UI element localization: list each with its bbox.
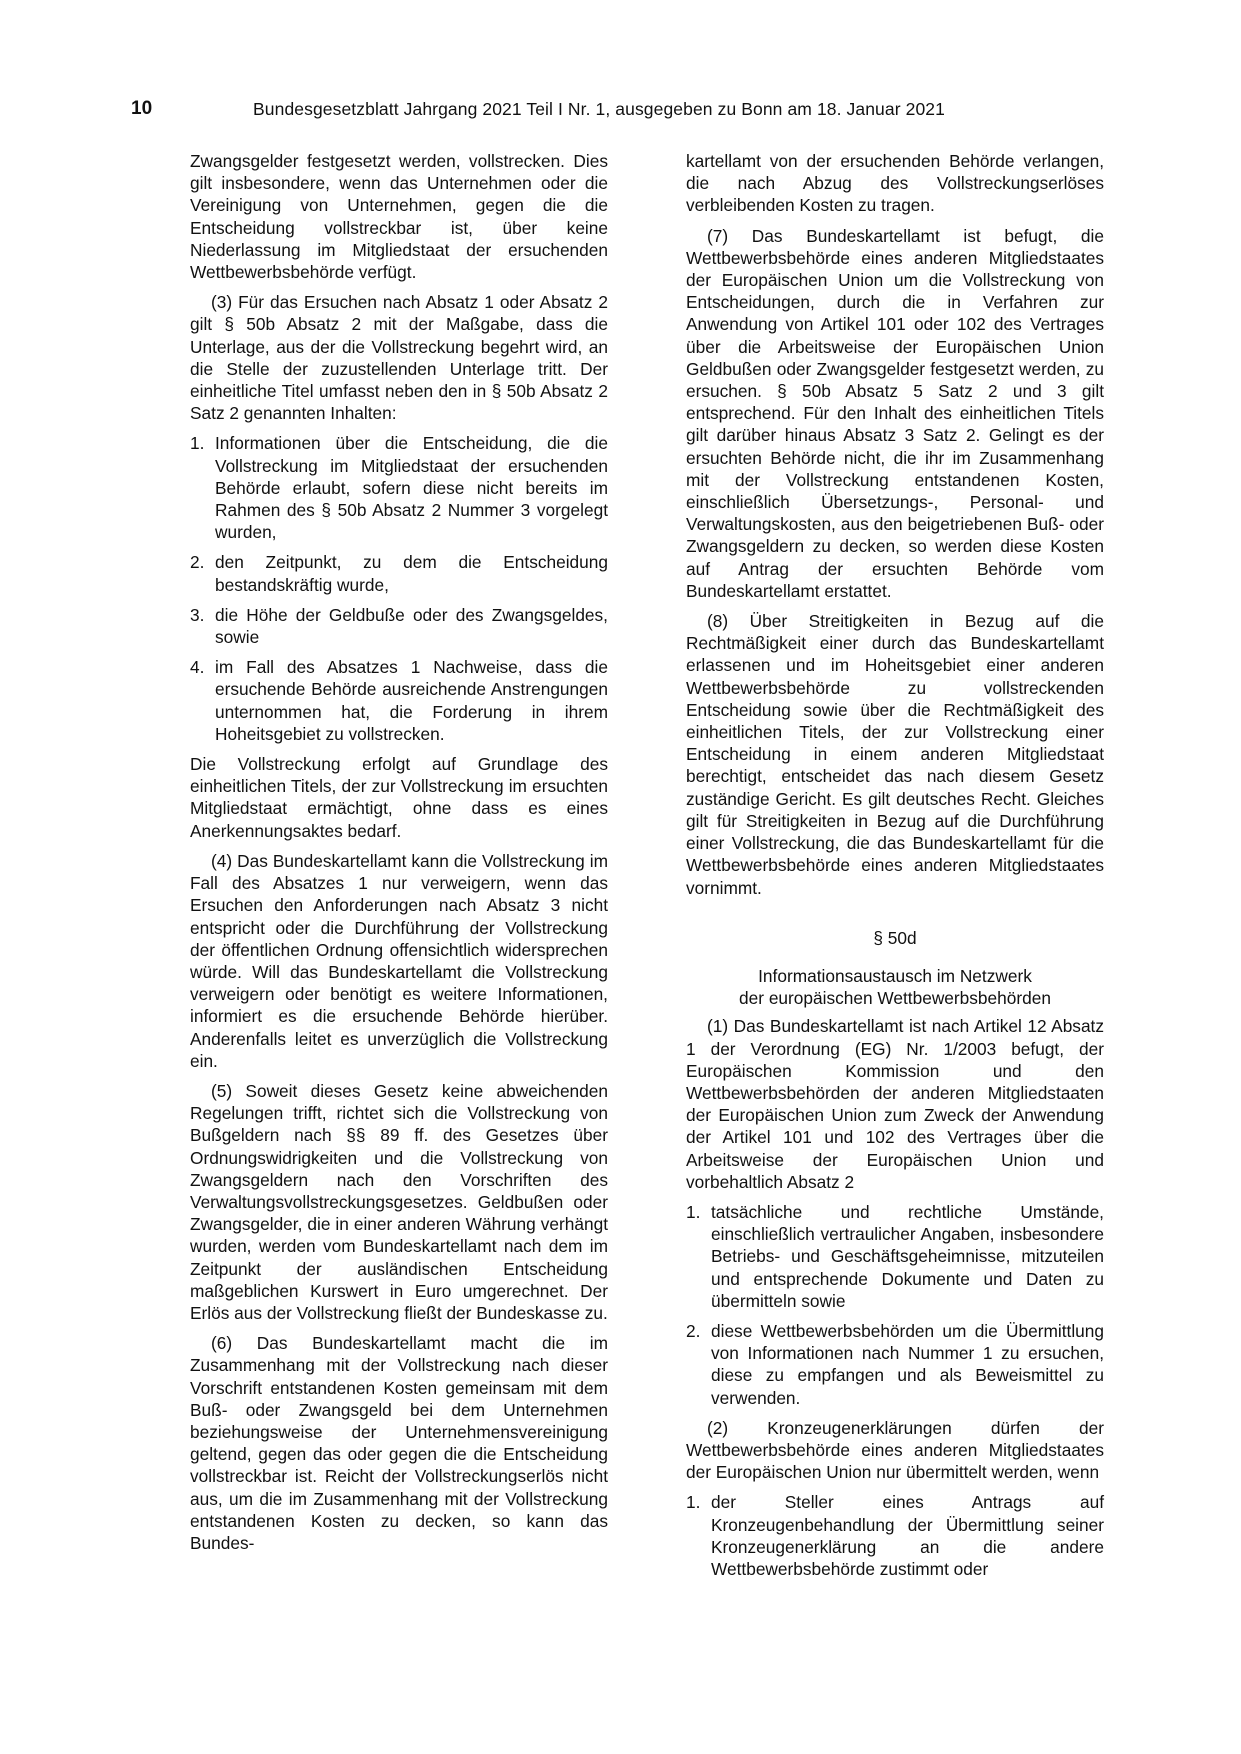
list-item-text: den Zeitpunkt, zu dem die Entscheidung bestandskräftig wurde, [215,552,608,595]
paragraph-4: (4) Das Bundeskartellamt kann die Vollstreckung im Fall des Absatzes 1 nur verweigern, wenn das Ersuchen den Anforderungen nach Absatz 3 nicht entspricht oder die Durchführung der Vollstreckung der öffentlichen Ordnung offensichtlich widersprechen würde. Will das Bundeskartellamt die Vollstreckung verweigern oder benötigt es weitere Informationen, informiert es die ersuchende Behörde hierüber. Anderenfalls leitet es unverzüglich die Vollstreckung ein. [190,850,608,1071]
paragraph-3-after-list: Die Vollstreckung erfolgt auf Grundlage des einheitlichen Titels, der zur Vollstreckung im ersuchten Mitgliedstaat ermächtigt, ohne dass es eines Anerkennungsaktes bedarf. [190,754,608,841]
paragraph-6: (6) Das Bundeskartellamt macht die im Zusammenhang mit der Vollstreckung nach dieser Vorschrift entstandenen Kosten gemeinsam mit dem Buß- oder Zwangsgeld bei dem Unternehmen beziehungsweise der Unternehmensvereinigung geltend, gegen das oder gegen die die Entscheidung vollstreckbar ist. Reicht der Vollstreckungserlös nicht aus, um die im Zusammenhang mit der Vollstreckung entstandenen Kosten zu decken, so kann das Bundes- [190,1333,608,1553]
paragraph-3-list [190,432,608,745]
section-paragraph-1-list [686,1201,1104,1409]
list-item-number: 4. [190,657,205,678]
section-title-line: der europäischen Wettbewerbsbehörden [739,988,1051,1009]
list-item-text: Informationen über die Entscheidung, die die Vollstreckung im Mitgliedstaat der ersuchenden Behörde erlaubt, sofern diese nicht bereits im Rahmen des § 50b Absatz 2 Nummer 3 vorgelegt wurden, [215,433,608,543]
paragraph-3: (3) Für das Ersuchen nach Absatz 1 oder Absatz 2 gilt § 50b Absatz 2 mit der Maßgabe, dass die Unterlage, aus der die Vollstreckung begehrt wird, an die Stelle der zuzustellenden Unterlage tritt. Der einheitliche Titel umfasst neben den in § 50b Absatz 2 Satz 2 genannten Inhalten: [190,292,608,424]
list-item-number: 1. [190,433,205,454]
list-item-number: 1. [686,1201,701,1222]
list-item-text: die Höhe der Geldbuße oder des Zwangsgeldes, sowie [215,604,608,648]
list-item [686,1491,1104,1580]
paragraph-5: (5) Soweit dieses Gesetz keine abweichenden Regelungen trifft, richtet sich die Vollstreckung von Bußgeldern nach §§ 89 ff. des Gesetzes über Ordnungswidrigkeiten und die Vollstreckung von Zwangsgeldern nach den Vorschriften des Verwaltungsvollstreckungsgesetzes. Geldbußen oder Zwangsgelder, die in einer anderen Währung verhängt wurden, werden vom Bundeskartellamt nach dem im Zeitpunkt der ausländischen Entscheidung maßgeblichen Kurswert in Euro umgerechnet. Der Erlös aus der Vollstreckung fließt der Bundeskasse zu. [190,1080,608,1323]
list-item-number: 3. [190,604,205,625]
page-header [0,98,1241,128]
list-item-number: 2. [686,1320,701,1341]
page-number: 10 [131,98,153,119]
paragraph-continued: kartellamt von der ersuchenden Behörde verlangen, die nach Abzug des Vollstreckungserlöses verbleibenden Kosten zu tragen. [686,151,1104,216]
list-item-number: 1. [686,1492,701,1513]
section-number: § 50d [873,927,917,948]
list-item [686,1320,1104,1409]
right-column [686,150,1104,1588]
section-title [686,965,1104,1009]
list-item [190,551,608,595]
paragraph-continued: Zwangsgelder festgesetzt werden, vollstrecken. Dies gilt insbesondere, wenn das Unternehmen oder die Vereinigung von Unternehmen, gegen die die Entscheidung vollstreckbar ist, über keine Niederlassung im Mitgliedstaat der ersuchenden Wettbewerbsbehörde verfügt. [190,151,608,283]
list-item-number: 2. [190,552,205,573]
list-item-text: tatsächliche und rechtliche Umstände, einschließlich vertraulicher Angaben, insbesondere Betriebs- und Geschäftsgeheimnisse, mitzuteilen und entsprechende Dokumente und Daten zu übermitteln sowie [711,1201,1104,1311]
left-column [190,150,608,1562]
paragraph-7: (7) Das Bundeskartellamt ist befugt, die Wettbewerbsbehörde eines anderen Mitgliedstaates der Europäischen Union um die Vollstreckung von Entscheidungen, durch die in Verfahren zur Anwendung von Artikel 101 oder 102 des Vertrages über die Arbeitsweise der Europäischen Union Geldbußen oder Zwangsgelder festgesetzt werden, zu ersuchen. § 50b Absatz 5 Satz 2 und 3 gilt entsprechend. Für den Inhalt des einheitlichen Titels gilt darüber hinaus Absatz 3 Satz 2. Gelingt es der ersuchten Behörde nicht, die ihr im Zusammenhang mit der Vollstreckung entstandenen Kosten, einschließlich Übersetzungs-, Personal- und Verwaltungskosten, aus den beigetriebenen Buß- oder Zwangsgeldern zu decken, so werden diese Kosten auf Antrag der ersuchten Behörde vom Bundeskartellamt erstattet. [686,225,1104,601]
list-item [190,432,608,543]
section-paragraph-2-list [686,1491,1104,1580]
section-paragraph-2: (2) Kronzeugenerklärungen dürfen der Wettbewerbsbehörde eines anderen Mitgliedstaates der Europäischen Union nur übermittelt werden, wenn [686,1417,1104,1483]
list-item-text: diese Wettbewerbsbehörden um die Übermittlung von Informationen nach Nummer 1 zu ersuchen, diese zu empfangen und als Beweismittel zu verwenden. [711,1320,1104,1408]
section-title-line: Informationsaustausch im Netzwerk [758,965,1032,986]
list-item-text: der Steller eines Antrags auf Kronzeugenbehandlung der Übermittlung seiner Kronzeugenerklärung an die andere Wettbewerbsbehörde zustimmt oder [711,1492,1104,1579]
list-item [686,1201,1104,1312]
paragraph-8: (8) Über Streitigkeiten in Bezug auf die Rechtmäßigkeit einer durch das Bundeskartellamt erlassenen und im Hoheitsgebiet einer anderen Wettbewerbsbehörde zu vollstreckenden Entscheidung sowie über die Rechtmäßigkeit des einheitlichen Titels, der zur Vollstreckung einer Entscheidung in einem anderen Mitgliedstaat berechtigt, entscheidet das nach diesem Gesetz zuständige Gericht. Es gilt deutsches Recht. Gleiches gilt für Streitigkeiten in Bezug auf die Durchführung einer Vollstreckung, die das Bundeskartellamt für die Wettbewerbsbehörde eines anderen Mitgliedstaates vornimmt. [686,611,1104,898]
section-paragraph-1: (1) Das Bundeskartellamt ist nach Artikel 12 Absatz 1 der Verordnung (EG) Nr. 1/2003 befugt, der Europäischen Kommission und den Wettbewerbsbehörden der anderen Mitgliedstaaten der Europäischen Union zum Zweck der Anwendung der Artikel 101 und 102 des Vertrages über die Arbeitsweise der Europäischen Union und vorbehaltlich Absatz 2 [686,1016,1104,1192]
list-item [190,604,608,648]
list-item-text: im Fall des Absatzes 1 Nachweise, dass die ersuchende Behörde ausreichende Anstrengungen unternommen hat, die Forderung in ihrem Hoheitsgebiet zu vollstrecken. [215,657,608,744]
list-item [190,656,608,745]
running-title: Bundesgesetzblatt Jahrgang 2021 Teil I Nr. 1, ausgegeben zu Bonn am 18. Januar 2021 [253,99,945,119]
